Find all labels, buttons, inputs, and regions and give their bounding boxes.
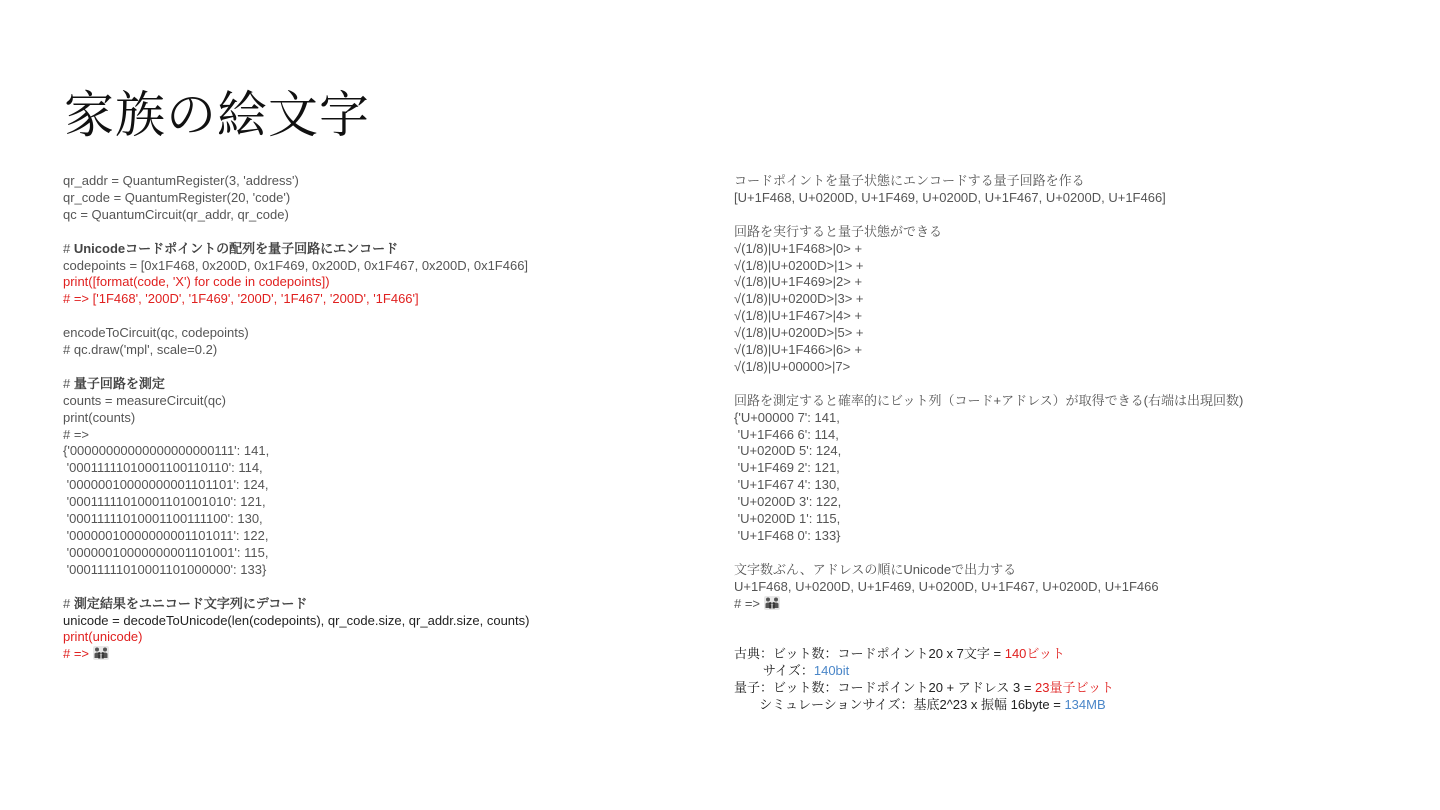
code-column [63,173,703,663]
state-line: √(1/8)|U+00000>|7> [734,358,851,374]
code-line: counts = measureCircuit(qc) [63,392,226,408]
counts-line: '00011111010001101001010': 121, [63,494,266,510]
classical-size-label: サイズ： [734,663,814,679]
code-line: unicode = decodeToUnicode(len(codepoints), qr_code.size, qr_addr.size, counts) [63,612,530,628]
family-emoji-icon [93,646,109,660]
spacer [734,545,1374,562]
explanation-heading: 回路を実行すると量子状態ができる [734,223,943,239]
classical-bits-line [734,646,1374,663]
measured-line: 'U+1F468 0': 133} [734,528,841,543]
counts-line: '00011111010001101000000': 133} [63,561,267,577]
spacer [734,613,1374,630]
counts-line: '00011111010001100111100': 130, [63,511,263,527]
spacer [63,224,703,241]
code-line: print([format(code, 'X') for code in codepoints]) [63,274,330,290]
counts-line: {'00000000000000000000111': 141, [63,443,270,459]
measured-line: 'U+1F469 2': 121, [734,460,840,476]
explanation-heading: 文字数ぶん、アドレスの順にUnicodeで出力する [734,561,1017,577]
state-line: √(1/8)|U+1F466>|6> + [734,342,863,358]
code-line: print(counts) [63,409,136,425]
explanation-heading: コードポイントを量子状態にエンコードする量子回路を作る [734,173,1085,188]
code-line: # qc.draw('mpl', scale=0.2) [63,342,218,358]
state-line: √(1/8)|U+0200D>|5> + [734,325,864,341]
code-line: encodeToCircuit(qc, codepoints) [63,325,249,341]
output-prefix: # => [734,595,764,611]
spacer [63,359,703,376]
explanation-line: [U+1F468, U+0200D, U+1F469, U+0200D, U+1F467, U+0200D, U+1F466] [734,189,1166,205]
code-line: qr_code = QuantumRegister(20, 'code') [63,189,291,205]
spacer [734,629,1374,646]
spacer [734,207,1374,224]
state-line: √(1/8)|U+0200D>|3> + [734,291,864,307]
quantum-size-line [734,697,1374,714]
quantum-size-label: シミュレーションサイズ：基底2^23 x 振幅 16byte = [734,697,1065,713]
measured-line: 'U+0200D 3': 122, [734,494,842,510]
explanation-line: U+1F468, U+0200D, U+1F469, U+0200D, U+1F467, U+0200D, U+1F466 [734,578,1159,594]
classical-value: 140ビット [1004,646,1065,662]
counts-line: '00000010000000001101001': 115, [63,544,269,560]
output-prefix: # => [63,646,93,662]
code-line: qc = QuantumCircuit(qr_addr, qr_code) [63,206,289,222]
measured-line: {'U+00000 7': 141, [734,409,840,425]
slide-title: 家族の絵文字 [64,86,370,144]
state-line: √(1/8)|U+1F469>|2> + [734,274,863,290]
code-line: codepoints = [0x1F468, 0x200D, 0x1F469, 0x200D, 0x1F467, 0x200D, 0x1F466] [63,257,529,273]
measured-line: 'U+1F466 6': 114, [734,426,839,442]
quantum-value: 23量子ビット [1035,680,1114,696]
explanation-heading: 回路を測定すると確率的にビット列（コード+アドレス）が取得できる(右端は出現回数) [734,392,1244,408]
comment-hash: # [63,595,74,611]
state-line: √(1/8)|U+1F468>|0> + [734,240,863,256]
code-comment [63,596,703,613]
quantum-size-value: 134MB [1064,697,1106,713]
comment-text: 測定結果をユニコード文字列にデコード [73,595,308,611]
spacer [63,308,703,325]
explanation-column [734,173,1374,714]
code-line: qr_addr = QuantumRegister(3, 'address') [63,173,299,188]
counts-line: '00011111010001100110110': 114, [63,460,263,476]
code-comment [63,241,703,258]
code-output-line [63,646,703,663]
classical-size-line [734,663,1374,680]
code-comment [63,376,703,393]
comment-hash: # [63,375,74,391]
quantum-bits-line [734,680,1374,697]
code-line: # => ['1F468', '200D', '1F469', '200D', '1F467', '200D', '1F466'] [63,291,419,307]
comment-text: 量子回路を測定 [73,375,165,391]
state-line: √(1/8)|U+0200D>|1> + [734,257,864,273]
measured-line: 'U+0200D 5': 124, [734,443,842,459]
family-emoji-icon [764,596,780,610]
code-line: # => [63,426,90,442]
code-line: print(unicode) [63,629,143,645]
comment-text: Unicodeコードポイントの配列を量子回路にエンコード [73,240,399,256]
classical-size-value: 140bit [813,663,850,679]
measured-line: 'U+0200D 1': 115, [734,511,841,527]
counts-line: '00000010000000001101011': 122, [63,527,269,543]
output-line [734,596,1374,613]
measured-line: 'U+1F467 4': 130, [734,477,840,493]
counts-line: '00000010000000001101101': 124, [63,477,269,493]
spacer [63,579,703,596]
state-line: √(1/8)|U+1F467>|4> + [734,308,863,324]
comment-hash: # [63,240,74,256]
classical-label: 古典：ビット数：コードポイント20 x 7文字 = [734,646,1005,662]
quantum-label: 量子：ビット数：コードポイント20 + アドレス 3 = [734,680,1036,696]
spacer [734,376,1374,393]
